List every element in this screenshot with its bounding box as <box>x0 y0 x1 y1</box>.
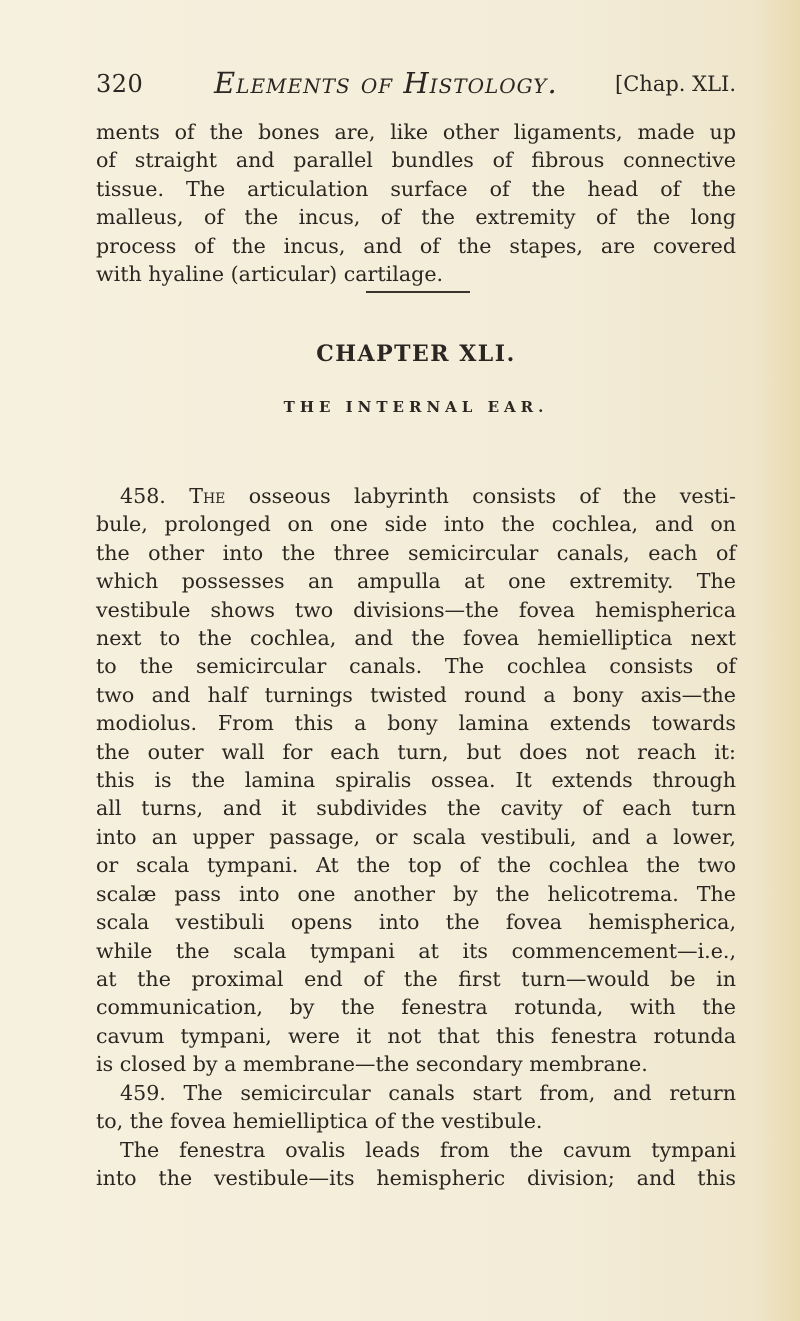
text-line: 459. The semicircular canals start from, and return <box>120 1081 736 1105</box>
text-line: The fenestra ovalis leads from the cavum tympani <box>120 1138 736 1162</box>
text-line: to, the fovea hemielliptica of the vestibule. <box>96 1109 543 1134</box>
chapter-heading: CHAPTER XLI. <box>316 341 516 367</box>
text-line: next to the cochlea, and the fovea hemielliptica next <box>96 626 736 651</box>
paragraph-459 <box>96 1079 736 1136</box>
running-head <box>96 66 736 106</box>
text-line-first <box>96 482 736 510</box>
chapter-subtitle: THE INTERNAL EAR. <box>283 398 549 416</box>
continuation-paragraph <box>96 118 736 288</box>
text-line: with hyaline (articular) cartilage. <box>96 262 444 287</box>
chapter-reference: [Chap. XLI. <box>615 72 736 96</box>
text-line: which possesses an ampulla at one extremity. The <box>96 569 736 594</box>
text-line: scalæ pass into one another by the helicotrema. The <box>96 881 736 906</box>
text-line: malleus, of the incus, of the extremity of the long <box>96 205 736 230</box>
text-line: cavum tympani, were it not that this fenestra rotunda <box>96 1023 736 1048</box>
text-line: two and half turnings twisted round a bony axis—the <box>96 682 736 707</box>
paragraph-lead-word: The <box>189 484 226 508</box>
section-divider <box>366 291 470 293</box>
paragraph-number: 458. <box>120 484 166 508</box>
text-line: while the scala tympani at its commencement—i.e., <box>96 938 736 963</box>
text-line: communication, by the fenestra rotunda, with the <box>96 995 736 1020</box>
paragraph-fenestra-ovalis <box>96 1136 736 1193</box>
text-line: to the semicircular canals. The cochlea consists of <box>96 654 736 679</box>
page-number: 320 <box>96 70 144 98</box>
text-line: modiolus. From this a bony lamina extends towards <box>96 711 736 736</box>
text-line: vestibule shows two divisions—the fovea hemispherica <box>96 597 736 622</box>
text-line: this is the lamina spiralis ossea. It extends through <box>96 768 736 793</box>
text-line: is closed by a membrane—the secondary membrane. <box>96 1052 648 1077</box>
text-line: process of the incus, and of the stapes, are covered <box>96 233 736 258</box>
text-line: bule, prolonged on one side into the cochlea, and on <box>96 512 736 537</box>
text-line: or scala tympani. At the top of the cochlea the two <box>96 853 736 878</box>
running-title: Elements of Histology. <box>214 66 558 100</box>
text-line: tissue. The articulation surface of the head of the <box>96 176 736 201</box>
text-line: at the proximal end of the first turn—would be in <box>96 966 736 991</box>
text-line: ments of the bones are, like other ligaments, made up <box>96 120 736 144</box>
text-line: the outer wall for each turn, but does not reach it: <box>96 739 736 764</box>
text-line: all turns, and it subdivides the cavity of each turn <box>96 796 736 821</box>
paragraph-458 <box>96 482 736 1079</box>
text-line: the other into the three semicircular canals, each of <box>96 540 736 565</box>
text-line: into the vestibule—its hemispheric division; and this <box>96 1166 736 1191</box>
text-line: of straight and parallel bundles of fibrous connective <box>96 148 736 173</box>
text-line: scala vestibuli opens into the fovea hemispherica, <box>96 910 736 935</box>
text-line-rest: osseous labyrinth consists of the vesti- <box>248 484 736 508</box>
text-line: into an upper passage, or scala vestibuli, and a lower, <box>96 824 736 849</box>
